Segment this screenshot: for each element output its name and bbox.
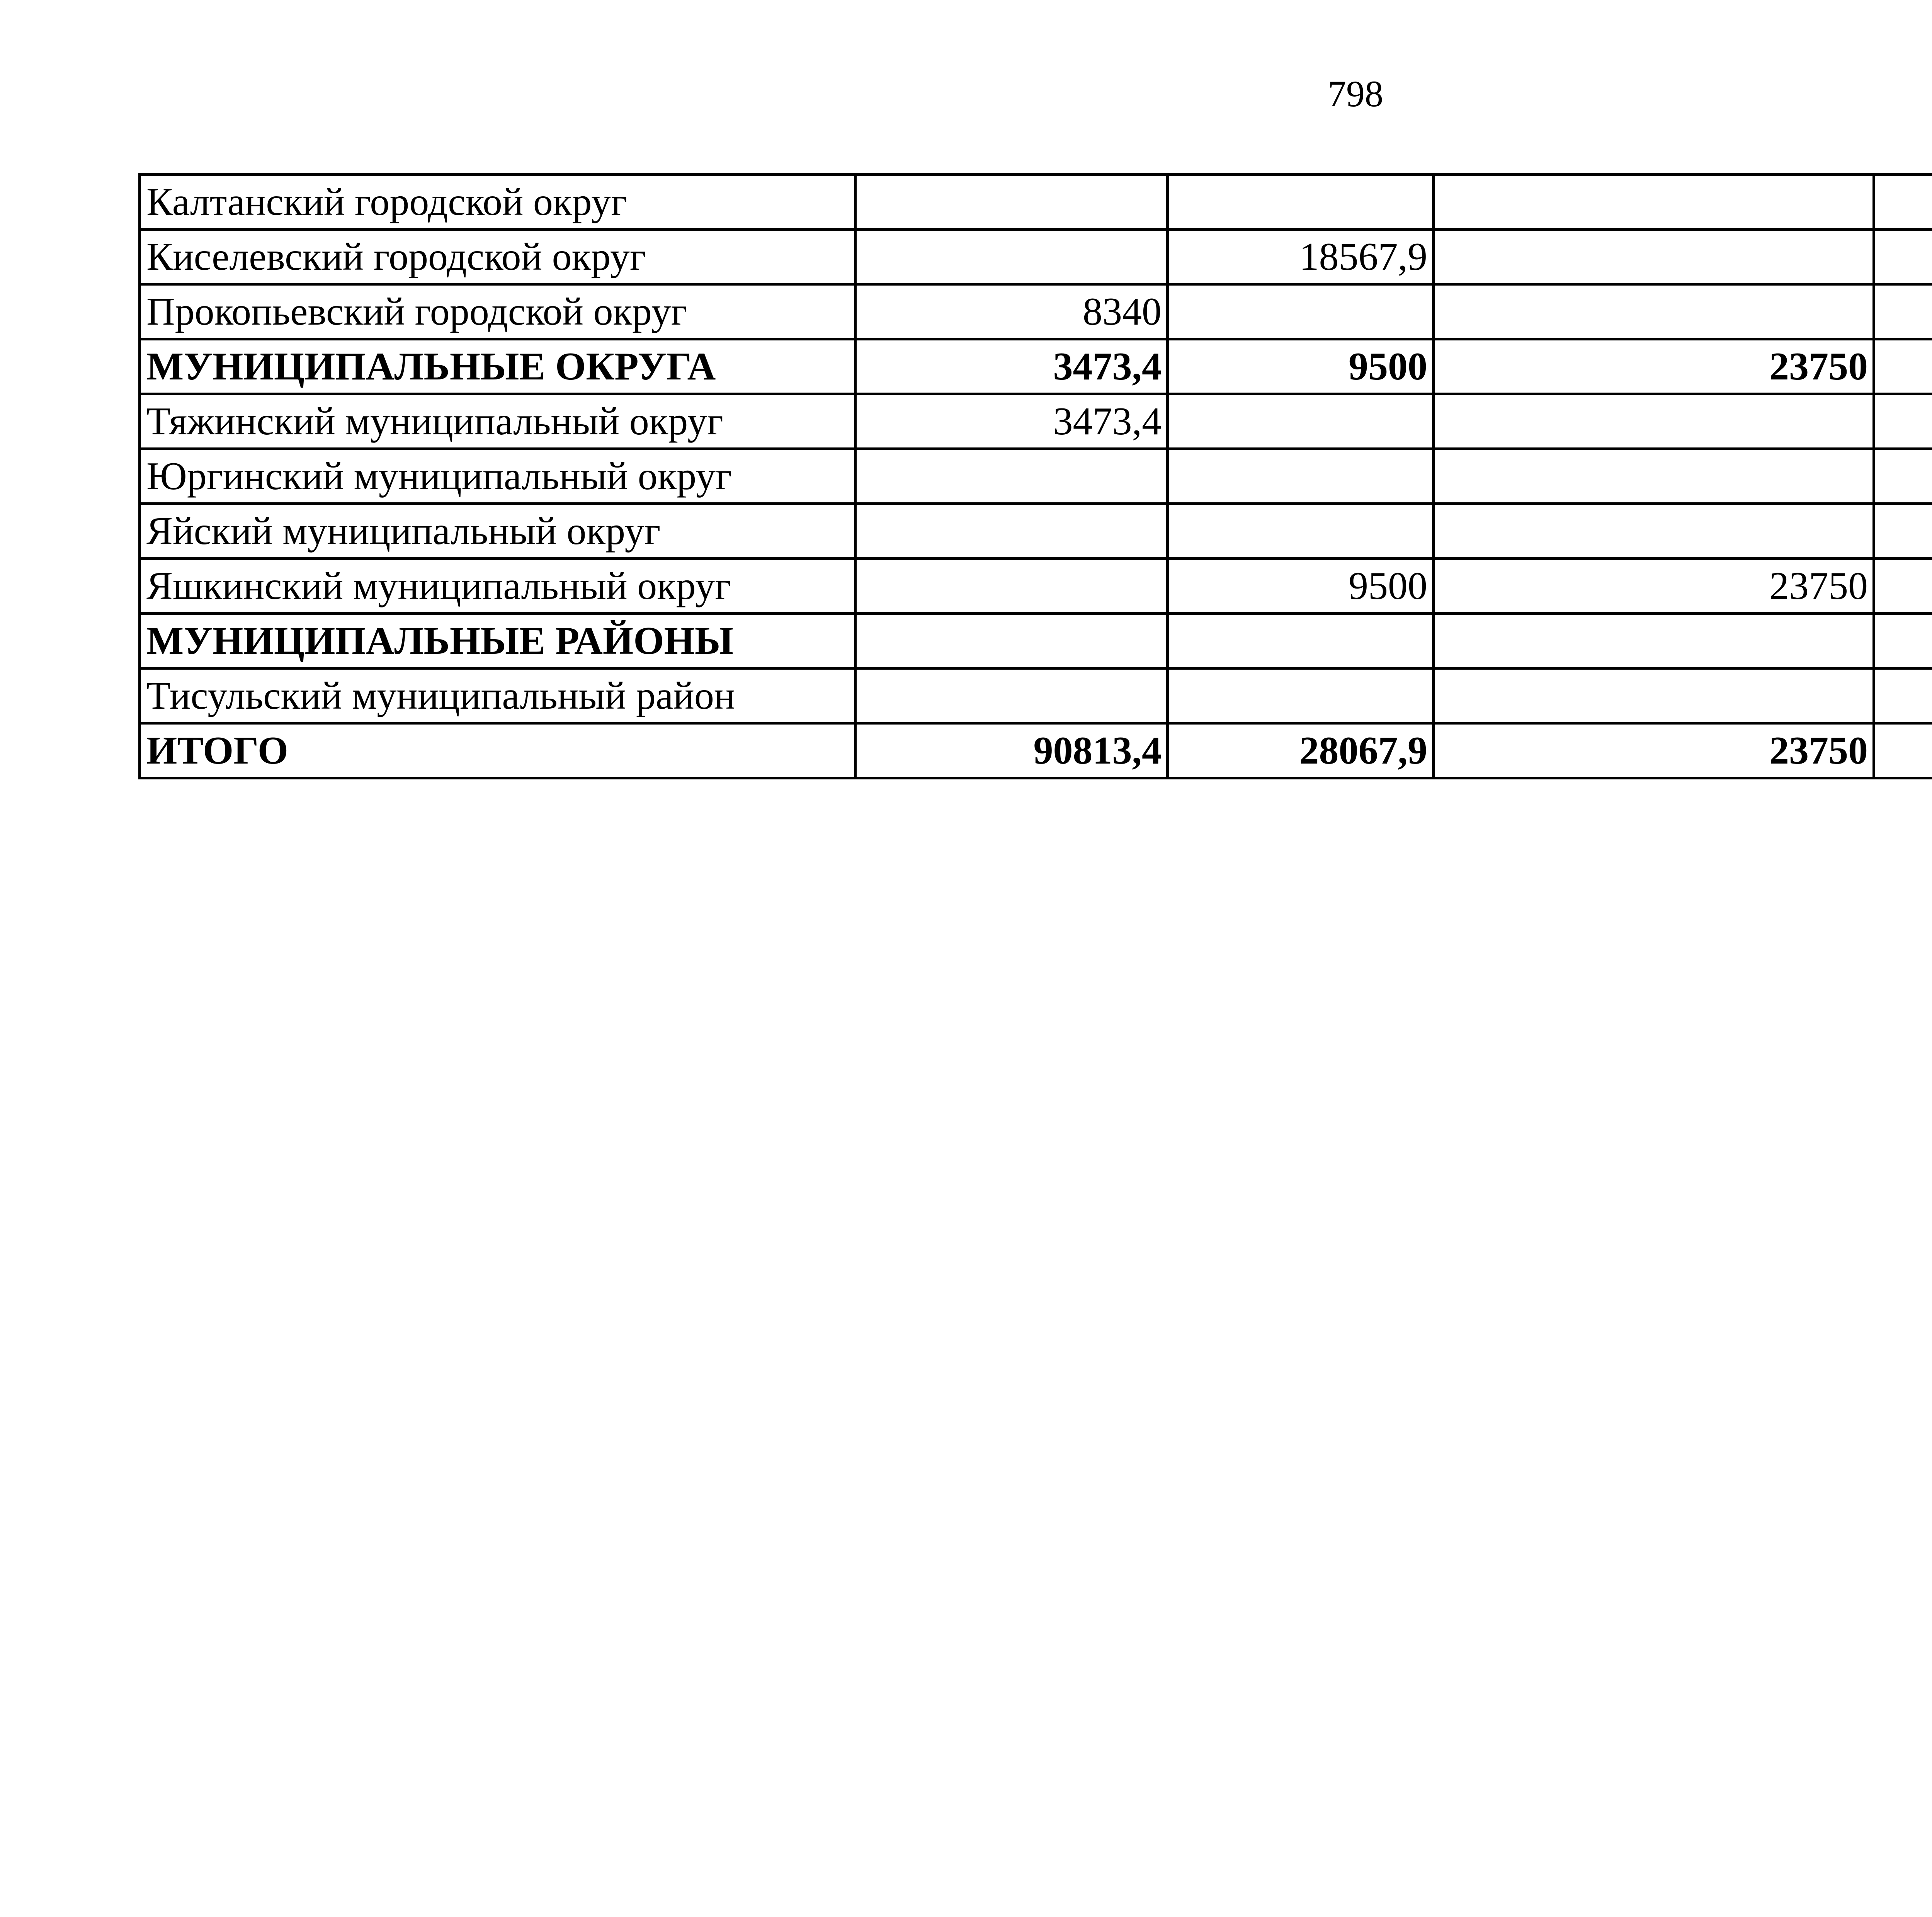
value-cell	[1434, 668, 1874, 723]
row-name-cell: Яшкинский муниципальный округ	[140, 559, 855, 614]
row-name-cell: Тисульский муниципальный район	[140, 668, 855, 723]
value-cell	[1168, 449, 1434, 504]
value-cell	[1434, 394, 1874, 449]
table-row	[140, 175, 1932, 230]
value-cell	[1168, 668, 1434, 723]
value-cell	[855, 230, 1168, 284]
value-cell	[1874, 230, 1932, 284]
data-table	[138, 173, 1932, 779]
value-cell: 90813,4	[855, 723, 1168, 778]
page-number: 798	[1328, 73, 1383, 114]
table-row	[140, 504, 1932, 559]
row-name-cell: Яйский муниципальный округ	[140, 504, 855, 559]
value-cell	[1874, 284, 1932, 339]
table-row	[140, 284, 1932, 339]
value-cell	[1874, 559, 1932, 614]
value-cell	[1874, 723, 1932, 778]
value-cell: 8340	[855, 284, 1168, 339]
value-cell	[855, 668, 1168, 723]
value-cell: 9500	[1168, 339, 1434, 394]
table-row-subtotal	[140, 614, 1932, 668]
row-name-cell: МУНИЦИПАЛЬНЫЕ ОКРУГА	[140, 339, 855, 394]
value-cell	[855, 449, 1168, 504]
row-name-cell: Калтанский городской округ	[140, 175, 855, 230]
table-row	[140, 394, 1932, 449]
value-cell: 28067,9	[1168, 723, 1434, 778]
value-cell	[855, 559, 1168, 614]
value-cell	[1168, 394, 1434, 449]
value-cell	[1434, 504, 1874, 559]
table-row-subtotal	[140, 339, 1932, 394]
value-cell: 23750	[1434, 559, 1874, 614]
table-row	[140, 449, 1932, 504]
value-cell	[1874, 614, 1932, 668]
value-cell	[1874, 394, 1932, 449]
table-row	[140, 230, 1932, 284]
row-name-cell: МУНИЦИПАЛЬНЫЕ РАЙОНЫ	[140, 614, 855, 668]
value-cell	[1434, 230, 1874, 284]
value-cell	[1874, 668, 1932, 723]
value-cell	[1168, 504, 1434, 559]
value-cell: 18567,9	[1168, 230, 1434, 284]
value-cell: 3473,4	[855, 339, 1168, 394]
table-row	[140, 559, 1932, 614]
value-cell	[1168, 175, 1434, 230]
value-cell	[1874, 449, 1932, 504]
row-name-cell: Киселевский городской округ	[140, 230, 855, 284]
row-name-cell: Юргинский муниципальный округ	[140, 449, 855, 504]
value-cell: 3473,4	[855, 394, 1168, 449]
row-name-cell: Тяжинский муниципальный округ	[140, 394, 855, 449]
row-name-cell: ИТОГО	[140, 723, 855, 778]
value-cell	[1434, 284, 1874, 339]
value-cell	[1434, 175, 1874, 230]
table-row	[140, 668, 1932, 723]
value-cell	[1434, 614, 1874, 668]
value-cell	[855, 504, 1168, 559]
value-cell	[1434, 449, 1874, 504]
table-row-total	[140, 723, 1932, 778]
value-cell	[855, 614, 1168, 668]
value-cell: 23750	[1434, 723, 1874, 778]
value-cell	[1874, 339, 1932, 394]
value-cell	[1874, 504, 1932, 559]
value-cell: 23750	[1434, 339, 1874, 394]
value-cell	[855, 175, 1168, 230]
value-cell: 9500	[1168, 559, 1434, 614]
value-cell	[1168, 284, 1434, 339]
value-cell	[1168, 614, 1434, 668]
row-name-cell: Прокопьевский городской округ	[140, 284, 855, 339]
value-cell	[1874, 175, 1932, 230]
